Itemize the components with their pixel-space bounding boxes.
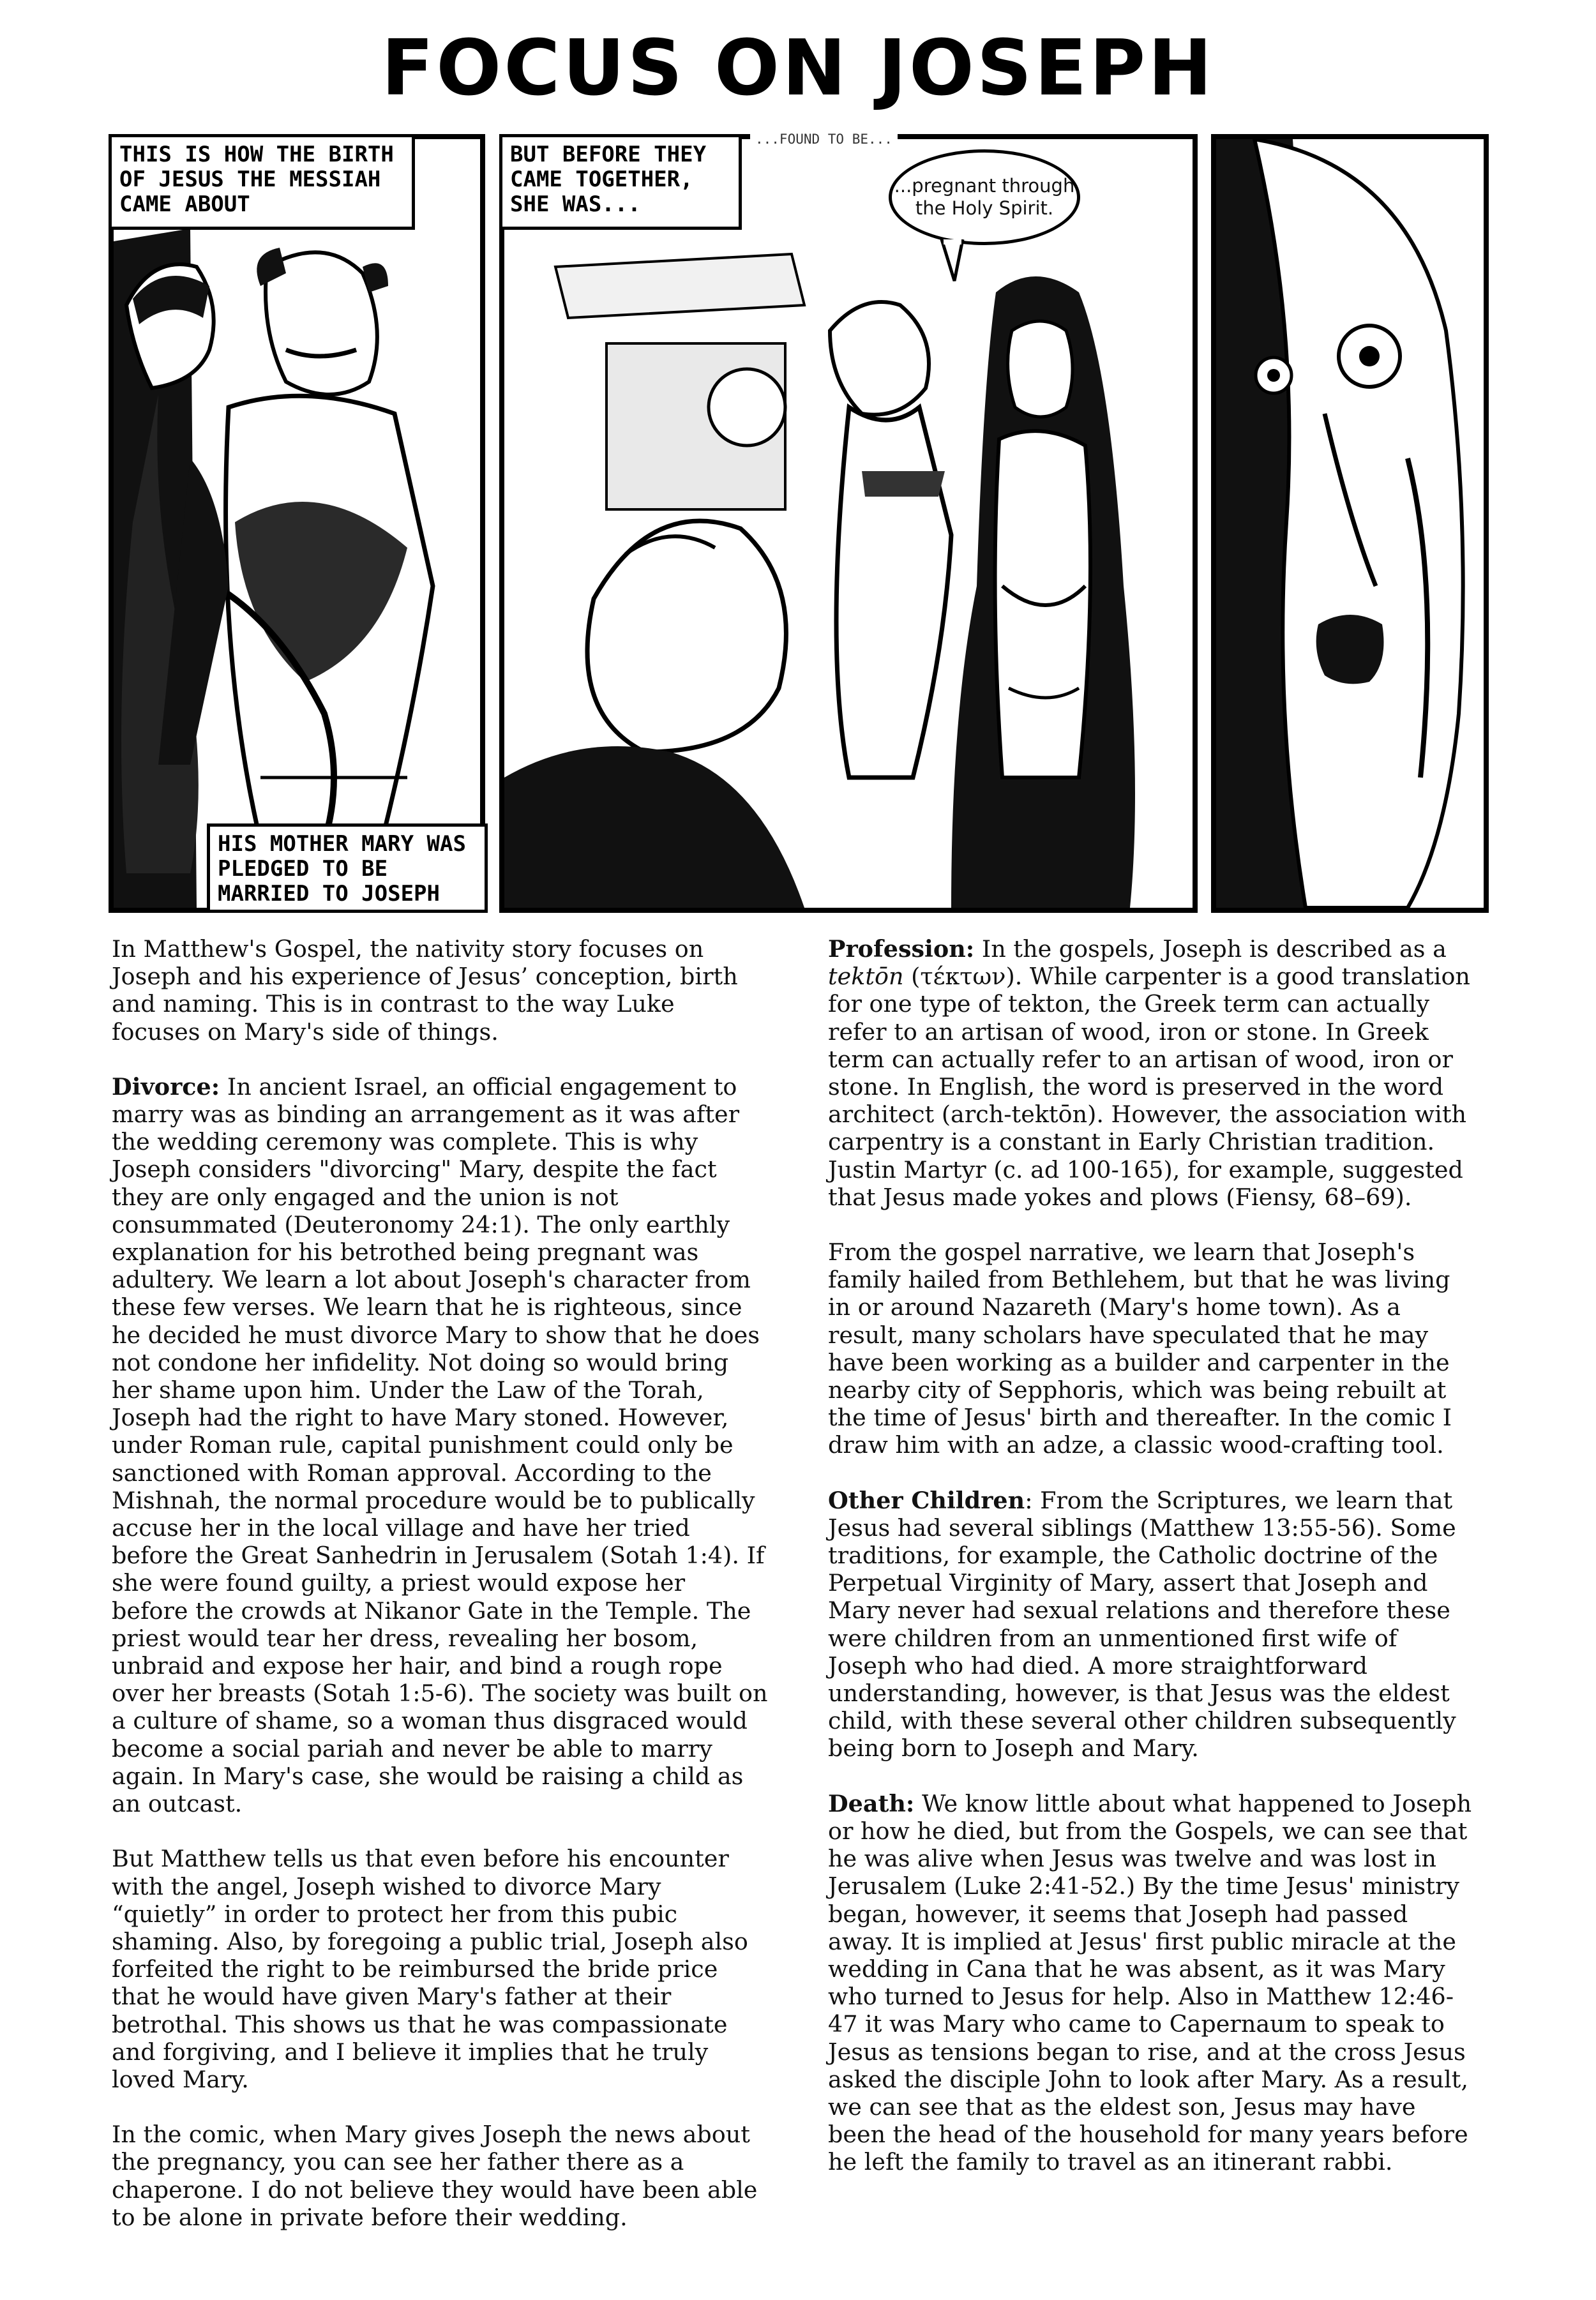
death-paragraph [828, 1790, 1476, 2176]
comic-panel-3 [1211, 134, 1489, 913]
divorce-paragraph [112, 1073, 768, 1817]
tekton-term: tektōn [828, 963, 904, 991]
other-children-paragraph [828, 1487, 1476, 1763]
speech-bubble [889, 149, 1080, 245]
paragraph-text: (τέκτων). While carpenter is a good translation for one type of tekton, the Greek term can actually refer to an artisan of wood, iron or stone. In Greek term can actually refer to an artisan of wood, iron or stone. In English, the word is preserved in the word architect (arch-tektōn). However, the association with carpentry is a constant in Early Christian tradition. Justin Martyr (c. ad 100-165), for example, suggested that Jesus made yokes and plows (Fiensy, 68–69). [828, 963, 1470, 1211]
chaperone-paragraph [112, 2121, 768, 2231]
caption-box-1: THIS IS HOW THE BIRTH OF JESUS THE MESSIAH CAME ABOUT [109, 134, 415, 230]
comic-panel-2 [499, 134, 1198, 913]
profession-paragraph [828, 935, 1476, 1211]
section-heading-death: Death: [828, 1789, 915, 1817]
section-heading-profession: Profession: [828, 935, 975, 963]
intro-paragraph [112, 935, 768, 1046]
quietly-paragraph [112, 1845, 768, 2093]
caption-box-3: HIS MOTHER MARY WAS PLEDGED TO BE MARRIED TO JOSEPH [207, 823, 488, 913]
speech-bubble-text: ...pregnant through the Holy Spirit. [894, 175, 1075, 219]
speech-bubble-tail [938, 239, 970, 284]
joseph-and-father-illustration [114, 139, 480, 908]
paragraph-text: In Matthew's Gospel, the nativity story focuses on Joseph and his experience of Jesus’ conception, birth and naming. This is in contrast to the way Luke focuses on Mary's side of things. [112, 935, 738, 1046]
family-paragraph [828, 1238, 1476, 1459]
paragraph-text: In the gospels, Joseph is described as a [974, 935, 1447, 963]
paragraph-text: But Matthew tells us that even before his encounter with the angel, Joseph wished to divorce Mary “quietly” in order to protect her from this pubic shaming. Also, by foregoing a public trial, Joseph also forfeited the right to be reimbursed the bride price that he would have given Mary's father at their betrothal. This shows us that he was compassionate and forgiving, and I believe it implies that he truly loved Mary. [112, 1845, 748, 2093]
left-text-column [112, 935, 768, 2259]
page-title: FOCUS ON JOSEPH [381, 24, 1215, 113]
section-heading-divorce: Divorce: [112, 1072, 220, 1101]
paragraph-text: In the comic, when Mary gives Joseph the news about the pregnancy, you can see her father there as a chaperone. I do not believe they would have been able to be alone in private before their wedding. [112, 2121, 758, 2231]
paragraph-text: We know little about what happened to Joseph or how he died, but from the Gospels, we can see that he was alive when Jesus was twelve and was lost in Jerusalem (Luke 2:41-52.) By the time Jesus' ministry began, however, it seems that Joseph had passed away. It is implied at Jesus' first public miracle at the wedding in Cana that he was absent, as it was Mary who turned to Jesus for help. Also in Matthew 12:46-47 it was Mary who came to Capernaum to speak to Jesus as tensions began to rise, and at the cross Jesus asked the disciple John to look after Mary. As a result, we can see that as the eldest son, Jesus may have been the head of the household for many years before he left the family to travel as an itinerant rabbi. [828, 1789, 1472, 2176]
mary-announcement-illustration [504, 139, 1193, 908]
paragraph-text: : From the Scriptures, we learn that Jesus had several siblings (Matthew 13:55-56). Some traditions, for example, the Catholic doctrine of the Perpetual Virginity of Mary, assert that Joseph and Mary never had sexual relations and therefore these were children from an unmentioned first wife of Joseph who had died. A more straightforward understanding, however, is that Jesus was the eldest child, with these several other children subsequently being born to Joseph and Mary. [828, 1486, 1456, 1763]
comic-panel-1 [109, 134, 485, 913]
caption-box-2: BUT BEFORE THEY CAME TOGETHER, SHE WAS... [499, 134, 742, 230]
found-to-be-caption: ...FOUND TO BE... [750, 132, 898, 147]
section-heading-other-children: Other Children [828, 1486, 1025, 1514]
paragraph-text: In ancient Israel, an official engagement to marry was as binding an arrangement as it was after the wedding ceremony was complete. This is why Joseph considers "divorcing" Mary, despite the fact they are only engaged and the union is not consummated (Deuteronomy 24:1). The only earthly explanation for his betrothed being pregnant was adultery. We learn a lot about Joseph's character from these few verses. We learn that he is righteous, since he decided he must divorce Mary to show that he does not condone her infidelity. Not doing so would bring her shame upon him. Under the Law of the Torah, Joseph had the right to have Mary stoned. However, under Roman rule, capital punishment could only be sanctioned with Roman approval. According to the Mishnah, the normal procedure would be to publically accuse her in the local village and have her tried before the Great Sanhedrin in Jerusalem (Sotah 1:4). If she were found guilty, a priest would expose her before the crowds at Nikanor Gate in the Temple. The priest would tear her dress, revealing her bosom, unbraid and expose her hair, and bind a rough rope over her breasts (Sotah 1:5-6). The society was built on a culture of shame, so a woman thus disgraced would become a social pariah and never be able to marry again. In Mary's case, she would be raising a child as an outcast. [112, 1072, 768, 1818]
paragraph-text: From the gospel narrative, we learn that Joseph's family hailed from Bethlehem, but that he was living in or around Nazareth (Mary's home town). As a result, many scholars have speculated that he may have been working as a builder and carpenter in the nearby city of Sepphoris, which was being rebuilt at the time of Jesus' birth and thereafter. In the comic I draw him with an adze, a classic wood-crafting tool. [828, 1238, 1452, 1459]
right-text-column [828, 935, 1476, 2204]
joseph-shocked-illustration [1216, 139, 1484, 908]
